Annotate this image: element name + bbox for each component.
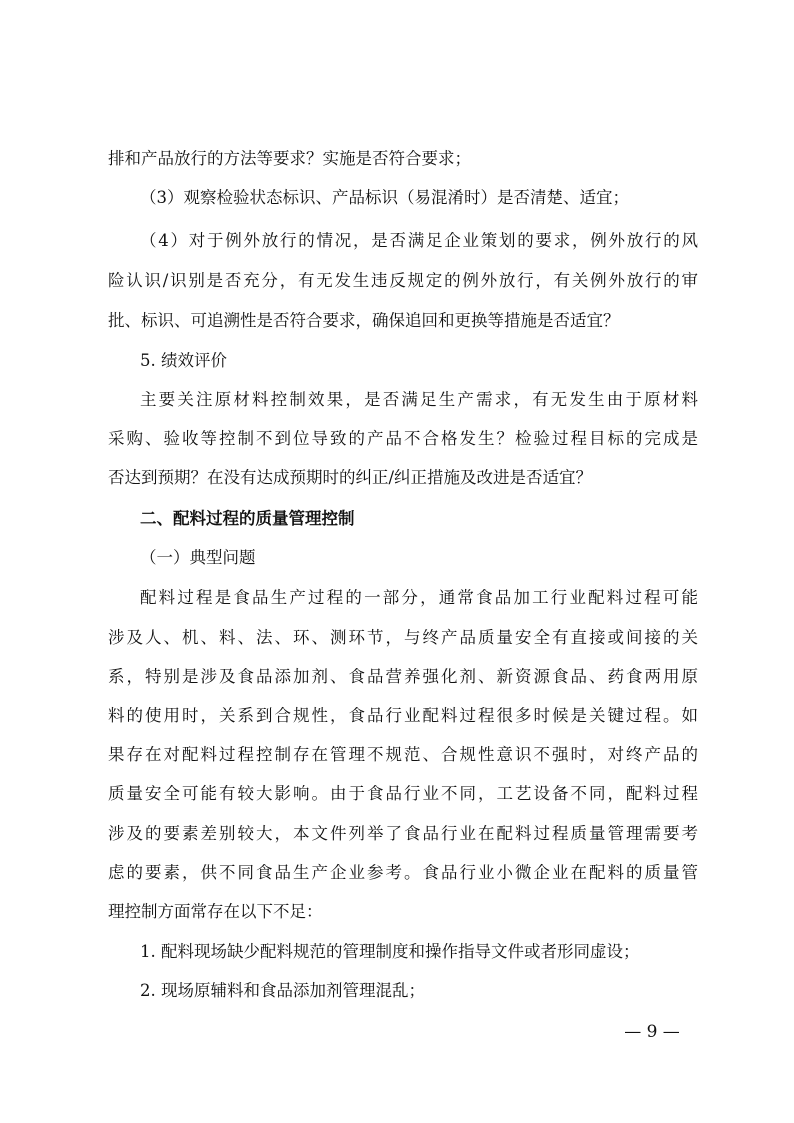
list-item-4: （4）对于例外放行的情况，是否满足企业策划的要求，例外放行的风 <box>140 231 698 250</box>
list-item-3: （3）观察检验状态标识、产品标识（易混淆时）是否清楚、适宜； <box>140 188 629 207</box>
paragraph-line: 排和产品放行的方法等要求？实施是否符合要求； <box>108 149 471 168</box>
paragraph-line: 涉及的要素差别较大，本文件列举了食品行业在配料过程质量管理需要考 <box>108 824 698 843</box>
paragraph-line: 批、标识、可追溯性是否符合要求，确保追回和更换等措施是否适宜？ <box>108 311 620 330</box>
paragraph-line: 料的使用时，关系到合规性，食品行业配料过程很多时候是关键过程。如 <box>108 706 698 725</box>
page-number: — 9 — <box>624 1022 680 1042</box>
list-item-2: 2. 现场原辅料和食品添加剂管理混乱； <box>140 981 425 1000</box>
section-title-performance-evaluation: 5. 绩效评价 <box>140 351 227 370</box>
paragraph-line: 否达到预期？在没有达成预期时的纠正/纠正措施及改进是否适宜？ <box>108 468 593 487</box>
paragraph-line: 险认识/识别是否充分，有无发生违反规定的例外放行，有关例外放行的审 <box>108 271 698 290</box>
paragraph-line: 采购、验收等控制不到位导致的产品不合格发生？检验过程目标的完成是 <box>108 429 698 448</box>
list-item-1: 1. 配料现场缺少配料规范的管理制度和操作指导文件或者形同虚设； <box>140 942 640 961</box>
paragraph-line: 理控制方面常存在以下不足： <box>108 902 323 921</box>
chapter-heading: 二、配料过程的质量管理控制 <box>140 509 355 528</box>
paragraph-line: 配料过程是食品生产过程的一部分，通常食品加工行业配料过程可能 <box>140 588 698 607</box>
paragraph-line: 果存在对配料过程控制存在管理不规范、合规性意识不强时，对终产品的 <box>108 745 698 764</box>
paragraph-line: 系，特别是涉及食品添加剂、食品营养强化剂、新资源食品、药食两用原 <box>108 667 698 686</box>
paragraph-line: 涉及人、机、料、法、环、测环节，与终产品质量安全有直接或间接的关 <box>108 628 698 647</box>
paragraph-line: 主要关注原材料控制效果，是否满足生产需求，有无发生由于原材料 <box>140 390 698 409</box>
sub-heading: （一）典型问题 <box>140 548 256 567</box>
paragraph-line: 质量安全可能有较大影响。由于食品行业不同，工艺设备不同，配料过程 <box>108 784 698 803</box>
paragraph-line: 虑的要素，供不同食品生产企业参考。食品行业小微企业在配料的质量管 <box>108 863 698 882</box>
